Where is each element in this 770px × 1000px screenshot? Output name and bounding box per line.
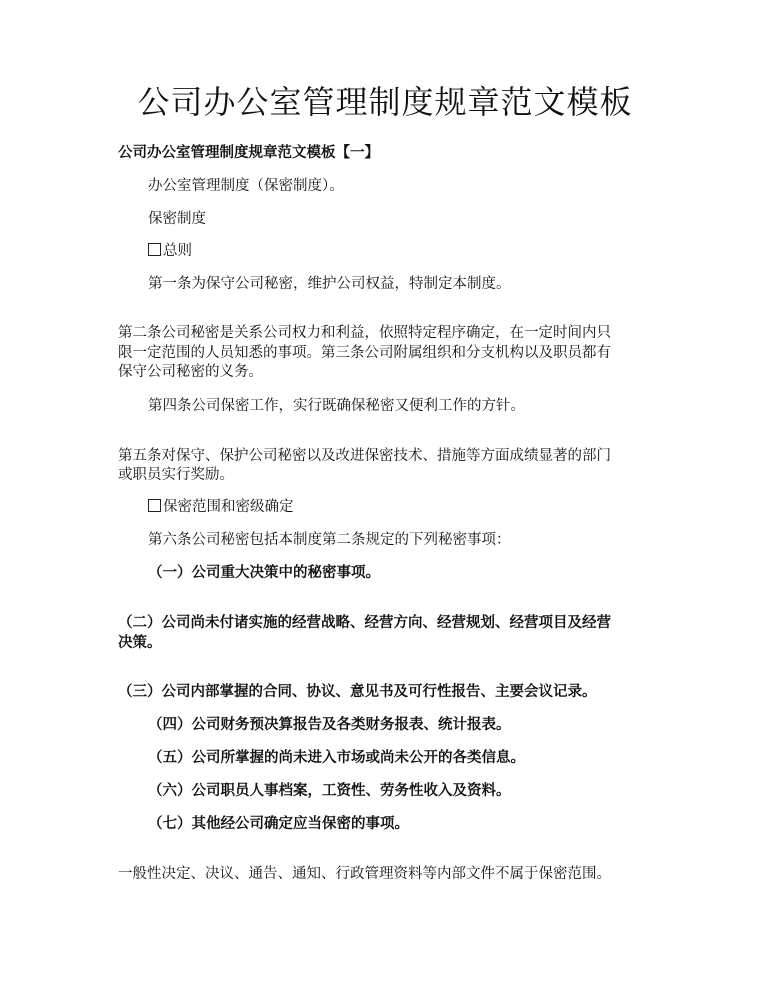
document-title: 公司办公室管理制度规章范文模板 <box>137 83 633 121</box>
article-2-line-2: 限一定范围的人员知悉的事项。第三条公司附属组织和分支机构以及职员都有 <box>118 345 611 361</box>
paragraph-confidentiality: 保密制度 <box>148 211 206 227</box>
paragraph-office-rules: 办公室管理制度（保密制度）。 <box>148 178 344 194</box>
article-5-line-2: 或职员实行奖励。 <box>118 467 234 483</box>
list-item-2-line-2: 决策。 <box>118 634 162 651</box>
section-heading: 公司办公室管理制度规章范文模板【一】 <box>118 144 379 161</box>
list-item-7: （七）其他经公司确定应当保密的事项。 <box>148 815 409 832</box>
heading-scope-text: 保密范围和密级确定 <box>163 499 294 515</box>
heading-scope <box>148 496 648 518</box>
list-item-6: （六）公司职员人事档案，工资性、劳务性收入及资料。 <box>148 782 511 799</box>
article-5-line-1: 第五条对保守、保护公司秘密以及改进保密技术、措施等方面成绩显著的部门 <box>118 448 611 464</box>
list-item-2-line-1: （二）公司尚未付诸实施的经营战略、经营方向、经营规划、经营项目及经营 <box>118 614 611 631</box>
checkbox-square-icon <box>148 243 161 256</box>
article-1: 第一条为保守公司秘密，维护公司权益，特制定本制度。 <box>148 276 511 292</box>
list-item-4: （四）公司财务预决算报告及各类财务报表、统计报表。 <box>148 716 511 733</box>
article-2-line-3: 保守公司秘密的义务。 <box>118 364 263 380</box>
heading-general-text: 总则 <box>163 243 192 259</box>
list-item-5: （五）公司所掌握的尚未进入市场或尚未公开的各类信息。 <box>148 749 525 766</box>
article-2-line-1: 第二条公司秘密是关系公司权力和利益，依照特定程序确定，在一定时间内只 <box>118 325 611 341</box>
closing-paragraph: 一般性决定、决议、通告、通知、行政管理资料等内部文件不属于保密范围。 <box>118 866 611 882</box>
list-item-1: （一）公司重大决策中的秘密事项。 <box>148 564 380 581</box>
checkbox-square-icon <box>148 499 161 512</box>
article-6: 第六条公司秘密包括本制度第二条规定的下列秘密事项： <box>148 532 511 548</box>
list-item-3: （三）公司内部掌握的合同、协议、意见书及可行性报告、主要会议记录。 <box>118 683 597 700</box>
heading-general <box>148 240 648 262</box>
article-4: 第四条公司保密工作，实行既确保秘密又便利工作的方针。 <box>148 398 525 414</box>
